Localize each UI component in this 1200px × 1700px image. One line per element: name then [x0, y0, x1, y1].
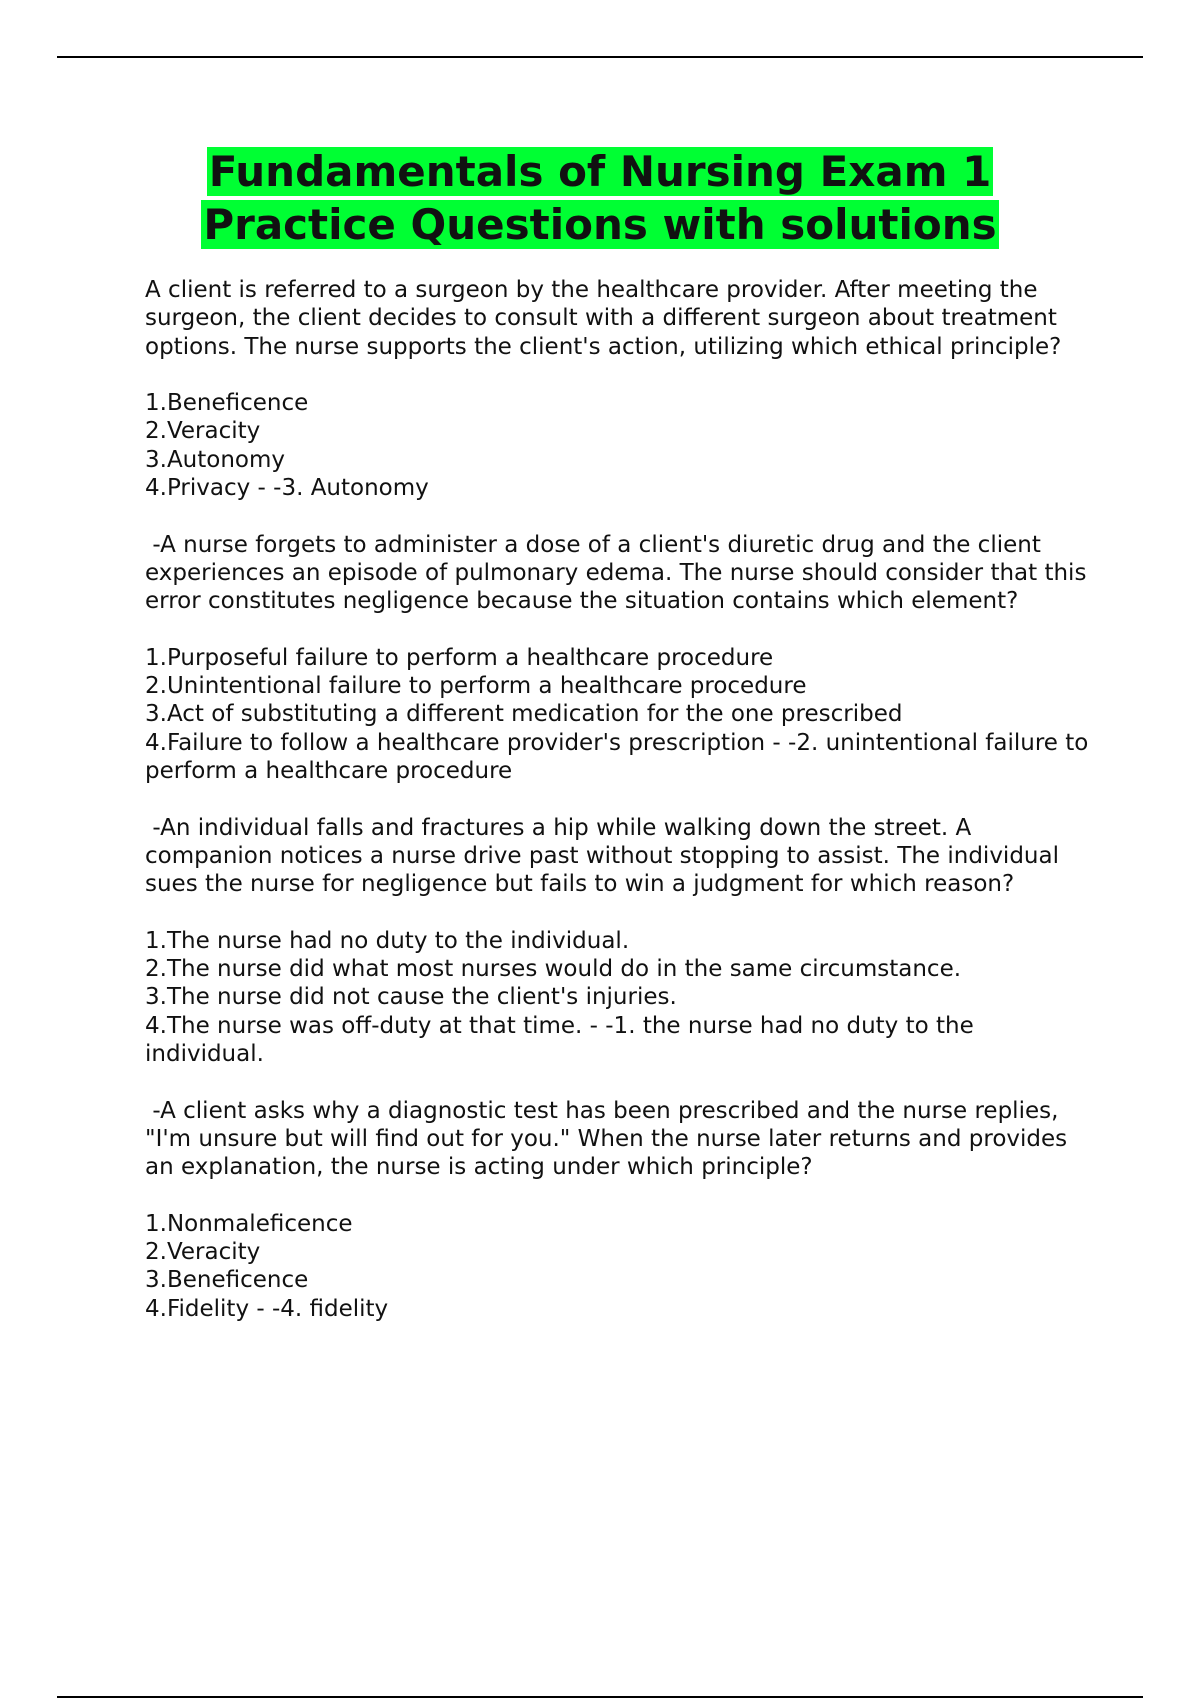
question-block	[145, 531, 1095, 786]
question-block	[145, 1097, 1095, 1323]
title-line-2: Practice Questions with solutions	[203, 200, 997, 249]
page-title	[0, 145, 1200, 251]
question-prompt: -A nurse forgets to administer a dose of a client's diuretic drug and the client experiences an episode of pulmonary edema. The nurse should consider that this error constitutes negligence because the situation contains which element?	[145, 531, 1094, 615]
question-block	[145, 814, 1095, 1069]
option-list	[145, 389, 1095, 502]
option-item: 4.Fidelity - -4. fidelity	[145, 1295, 389, 1322]
option-item: 4.The nurse was off-duty at that time. - -1. the nurse had no duty to the individual.	[145, 1012, 974, 1068]
bottom-divider	[57, 1696, 1143, 1698]
option-item: 1.Nonmaleficence	[145, 1210, 353, 1237]
option-item: 3.Act of substituting a different medication for the one prescribed	[145, 701, 903, 728]
option-item: 1.The nurse had no duty to the individual.	[145, 927, 630, 954]
option-item: 2.Veracity	[145, 1239, 261, 1266]
option-list	[145, 1210, 1095, 1323]
option-list	[145, 644, 1095, 785]
question-prompt: -A client asks why a diagnostic test has been prescribed and the nurse replies, "I'm unsure but will find out for you." When the nurse later returns and provides an explanation, the nurse is acting under which principle?	[145, 1097, 1075, 1181]
option-item: 3.The nurse did not cause the client's injuries.	[145, 984, 677, 1011]
option-list	[145, 927, 1095, 1068]
option-item: 4.Failure to follow a healthcare provider's prescription - -2. unintentional failure to perform a healthcare procedure	[145, 729, 1089, 785]
title-line-1: Fundamentals of Nursing Exam 1	[208, 147, 992, 196]
option-item: 3.Beneficence	[145, 1267, 309, 1294]
question-block	[145, 276, 1095, 502]
option-item: 4.Privacy - -3. Autonomy	[145, 475, 429, 502]
option-item: 2.Unintentional failure to perform a healthcare procedure	[145, 673, 807, 700]
option-item: 2.The nurse did what most nurses would do in the same circumstance.	[145, 956, 962, 983]
option-item: 2.Veracity	[145, 418, 261, 445]
option-item: 1.Beneficence	[145, 390, 309, 417]
option-item: 3.Autonomy	[145, 446, 286, 473]
question-prompt: -An individual falls and fractures a hip while walking down the street. A companion notices a nurse drive past without stopping to assist. The individual sues the nurse for negligence but fails to win a judgment for which reason?	[145, 814, 1067, 898]
option-item: 1.Purposeful failure to perform a healthcare procedure	[145, 644, 774, 671]
question-prompt: A client is referred to a surgeon by the healthcare provider. After meeting the surgeon, the client decides to consult with a different surgeon about treatment options. The nurse supports the client's action, utilizing which ethical principle?	[145, 277, 1065, 360]
document-body	[145, 276, 1095, 1323]
top-divider	[57, 56, 1143, 58]
